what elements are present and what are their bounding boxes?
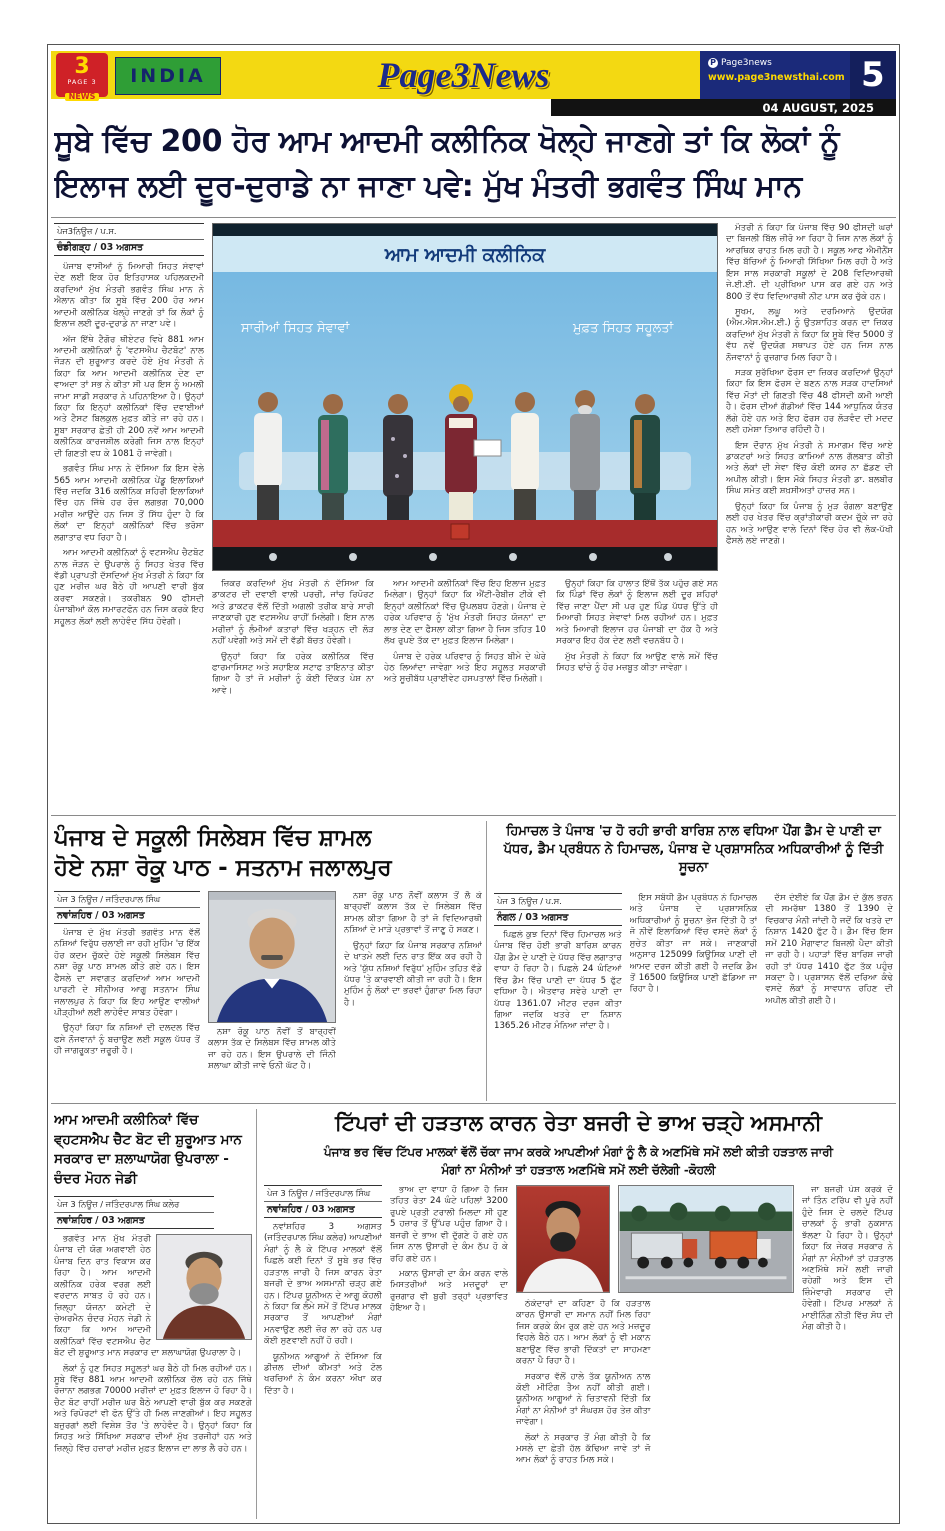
website-url: www.page3newsthai.com — [708, 72, 845, 83]
tipper-body-col2 — [390, 1185, 508, 1519]
tipper-body-col5 — [802, 1185, 893, 1519]
paragraph: ਪਿਛਲੇ ਕੁਝ ਦਿਨਾਂ ਵਿੱਚ ਹਿਮਾਚਲ ਅਤੇ ਪੰਜਾਬ ਵਿੱਚ ਹੋਈ ਭਾਰੀ ਬਾਰਿਸ਼ ਕਾਰਨ ਪੌਂਗ ਡੈਮ ਦੇ ਪਾਣੀ ਦੇ ਪੱਧਰ ਵਿੱਚ ਲਗਾਤਾਰ ਵਾਧਾ ਹੋ ਰਿਹਾ ਹੈ। ਪਿਛਲੇ 24 ਘੰਟਿਆਂ ਵਿੱਚ ਡੈਮ ਵਿੱਚ ਪਾਣੀ ਦਾ ਪੱਧਰ 5 ਫੁੱਟ ਵਧਿਆ ਹੈ। ਐਤਵਾਰ ਸਵੇਰੇ ਪਾਣੀ ਦਾ ਪੱਧਰ 1361.07 ਮੀਟਰ ਦਰਜ ਕੀਤਾ ਗਿਆ ਜਦਕਿ ਖਤਰੇ ਦਾ ਨਿਸ਼ਾਨ 1365.26 ਮੀਟਰ ਮੰਨਿਆ ਜਾਂਦਾ ਹੈ। — [494, 930, 622, 1032]
paragraph: ਨਵਾਂਸ਼ਹਿਰ 3 ਅਗਸਤ (ਜਤਿੰਦਰਪਾਲ ਸਿੰਘ ਕਲੇਰ) ਆਪਣੀਆਂ ਮੰਗਾਂ ਨੂੰ ਲੈ ਕੇ ਟਿੱਪਰ ਮਾਲਕਾਂ ਵੱਲੋਂ ਪਿਛਲੇ ਕਈ ਦਿਨਾਂ ਤੋਂ ਸੂਬੇ ਭਰ ਵਿੱਚ ਹੜਤਾਲ ਜਾਰੀ ਹੈ ਜਿਸ ਕਾਰਨ ਰੇਤਾ ਬਜਰੀ ਦੇ ਭਾਅ ਅਸਮਾਨੀ ਚੜ੍ਹ ਗਏ ਹਨ। ਟਿੱਪਰ ਯੂਨੀਅਨ ਦੇ ਆਗੂ ਕੋਹਲੀ ਨੇ ਕਿਹਾ ਕਿ ਲੰਮੇ ਸਮੇਂ ਤੋਂ ਟਿੱਪਰ ਮਾਲਕ ਸਰਕਾਰ ਤੋਂ ਆਪਣੀਆਂ ਮੰਗਾਂ ਮਨਵਾਉਣ ਲਈ ਜ਼ੋਰ ਲਾ ਰਹੇ ਹਨ ਪਰ ਕੋਈ ਸੁਣਵਾਈ ਨਹੀਂ ਹੋ ਰਹੀ। — [264, 1222, 382, 1347]
dam-col2 — [630, 893, 758, 1101]
lead-byline — [54, 223, 204, 256]
whatsapp-headline: ਆਮ ਆਦਮੀ ਕਲੀਨਿਕਾਂ ਵਿੱਚ ਵ੍ਹਟਸਐਪ ਚੈਟ ਬੋਟ ਦੀ ਸ਼ੁਰੂਆਤ ਮਾਨ ਸਰਕਾਰ ਦਾ ਸ਼ਲਾਘਾਯੋਗ ਉਪਰਾਲਾ - ਚੰਦਰ ਮੋਹਨ ਜੇਡੀ — [54, 1112, 242, 1187]
paragraph: ਉਨ੍ਹਾਂ ਕਿਹਾ ਕਿ ਹਰੇਕ ਕਲੀਨਿਕ ਵਿੱਚ ਫਾਰਮਾਸਿਸਟ ਅਤੇ ਸਹਾਇਕ ਸਟਾਫ ਤਾਇਨਾਤ ਕੀਤਾ ਗਿਆ ਹੈ ਤਾਂ ਜੋ ਮਰੀਜ਼ਾਂ ਨੂੰ ਕੋਈ ਦਿੱਕਤ ਪੇਸ਼ ਨਾ ਆਵੇ। — [212, 651, 374, 696]
school-body-col2 — [208, 1027, 336, 1097]
kohli-portrait — [516, 1185, 610, 1293]
byline-place-date: ਨਵਾਂਸ਼ਹਿਰ / 03 ਅਗਸਤ — [57, 1215, 145, 1226]
paragraph: ਸਰਕਾਰ ਵੱਲੋਂ ਹਾਲੇ ਤੱਕ ਯੂਨੀਅਨ ਨਾਲ ਕੋਈ ਮੀਟਿੰਗ ਤੈਅ ਨਹੀਂ ਕੀਤੀ ਗਈ। ਯੂਨੀਅਨ ਆਗੂਆਂ ਨੇ ਚਿਤਾਵਨੀ ਦਿੱਤੀ ਕਿ ਮੰਗਾਂ ਨਾ ਮੰਨੀਆਂ ਤਾਂ ਸੰਘਰਸ਼ ਹੋਰ ਤੇਜ਼ ਕੀਤਾ ਜਾਵੇਗਾ। — [516, 1371, 651, 1428]
newspaper-title: Page3News — [377, 55, 550, 95]
byline-agency: ਪੇਜ3ਨਿਊਜ਼ / ਪ.ਸ. — [54, 224, 204, 240]
photo-backdrop-text-left: ਸਾਰੀਆਂ ਸਿਹਤ ਸੇਵਾਵਾਂ — [241, 321, 350, 336]
paragraph: ਦੱਸ ਦੇਈਏ ਕਿ ਪੌਂਗ ਡੈਮ ਦੇ ਕੁੱਲ ਭਰਨ ਦੀ ਸਮਰੱਥਾ 1380 ਤੋਂ 1390 ਦੇ ਵਿਚਕਾਰ ਮੰਨੀ ਜਾਂਦੀ ਹੈ ਜਦੋਂ ਕਿ ਖਤਰੇ ਦਾ ਨਿਸ਼ਾਨ 1420 ਫੁੱਟ ਹੈ। ਡੈਮ ਵਿੱਚ ਇਸ ਸਮੇਂ 210 ਮੈਗਾਵਾਟ ਬਿਜਲੀ ਪੈਦਾ ਕੀਤੀ ਜਾ ਰਹੀ ਹੈ। ਪਹਾੜਾਂ ਵਿੱਚ ਬਾਰਿਸ਼ ਜਾਰੀ ਰਹੀ ਤਾਂ ਪੱਧਰ 1410 ਫੁੱਟ ਤੱਕ ਪਹੁੰਚ ਸਕਦਾ ਹੈ। ਪ੍ਰਸ਼ਾਸਨ ਵੱਲੋਂ ਦਰਿਆ ਕੰਢੇ ਵਸਦੇ ਲੋਕਾਂ ਨੂੰ ਸਾਵਧਾਨ ਰਹਿਣ ਦੀ ਅਪੀਲ ਕੀਤੀ ਗਈ ਹੈ। — [765, 893, 894, 1006]
page3-logo — [56, 53, 108, 101]
school-col2 — [208, 891, 336, 1101]
school-body-col1 — [54, 928, 200, 1096]
school-col3 — [344, 891, 482, 1101]
lead-mid-col2 — [384, 579, 546, 811]
byline-place-date: ਨੰਗਲ / 03 ਅਗਸਤ — [497, 912, 569, 923]
dam-col3 — [765, 893, 893, 1101]
dam-article-columns — [494, 893, 893, 1101]
byline-agency: ਪੇਜ 3 ਨਿਊਜ਼ / ਜਤਿੰਦਰਪਾਲ ਸਿੰਘ — [54, 892, 200, 908]
page-number: 5 — [850, 51, 896, 99]
paragraph: ਆਮ ਆਦਮੀ ਕਲੀਨਿਕਾਂ ਵਿੱਚ ਇਹ ਇਲਾਜ ਮੁਫ਼ਤ ਮਿਲੇਗਾ। ਉਨ੍ਹਾਂ ਕਿਹਾ ਕਿ ਐਂਟੀ-ਰੈਬੀਜ਼ ਟੀਕੇ ਵੀ ਇਨ੍ਹਾਂ ਕਲੀਨਿਕਾਂ ਵਿੱਚ ਉਪਲਬਧ ਹੋਣਗੇ। ਪੰਜਾਬ ਦੇ ਹਰੇਕ ਪਰਿਵਾਰ ਨੂੰ 'ਮੁੱਖ ਮੰਤਰੀ ਸਿਹਤ ਯੋਜਨਾ' ਦਾ ਲਾਭ ਦੇਣ ਦਾ ਫੈਸਲਾ ਕੀਤਾ ਗਿਆ ਹੈ ਜਿਸ ਤਹਿਤ 10 ਲੱਖ ਰੁਪਏ ਤੱਕ ਦਾ ਮੁਫ਼ਤ ਇਲਾਜ ਮਿਲੇਗਾ। — [384, 579, 546, 647]
masthead-right-panel — [700, 51, 896, 99]
byline-agency: ਪੇਜ 3 ਨਿਊਜ਼ / ਜਤਿੰਦਰਪਾਲ ਸਿੰਘ — [264, 1186, 382, 1202]
chander-mohan-portrait — [156, 1234, 252, 1340]
paragraph: ਉਨ੍ਹਾਂ ਕਿਹਾ ਕਿ ਪੰਜਾਬ ਸਰਕਾਰ ਨਸ਼ਿਆਂ ਦੇ ਖਾਤਮੇ ਲਈ ਦਿਨ ਰਾਤ ਇੱਕ ਕਰ ਰਹੀ ਹੈ ਅਤੇ 'ਯੁੱਧ ਨਸ਼ਿਆਂ ਵਿਰੁੱਧ' ਮੁਹਿੰਮ ਤਹਿਤ ਵੱਡੇ ਪੱਧਰ 'ਤੇ ਕਾਰਵਾਈ ਕੀਤੀ ਜਾ ਰਹੀ ਹੈ। ਇਸ ਮੁਹਿੰਮ ਨੂੰ ਲੋਕਾਂ ਦਾ ਭਰਵਾਂ ਹੁੰਗਾਰਾ ਮਿਲ ਰਿਹਾ ਹੈ। — [344, 940, 482, 1008]
dam-byline — [494, 893, 622, 926]
paragraph: ਨਸ਼ਾ ਰੋਕੂ ਪਾਠ ਨੌਵੀਂ ਕਲਾਸ ਤੋਂ ਲੈ ਕੇ ਬਾਰ੍ਹਵੀਂ ਕਲਾਸ ਤੱਕ ਦੇ ਸਿਲੇਬਸ ਵਿੱਚ ਸ਼ਾਮਲ ਕੀਤਾ ਗਿਆ ਹੈ ਤਾਂ ਜੋ ਵਿਦਿਆਰਥੀ ਨਸ਼ਿਆਂ ਦੇ ਮਾੜੇ ਪ੍ਰਭਾਵਾਂ ਤੋਂ ਜਾਣੂ ਹੋ ਸਕਣ। — [344, 891, 482, 936]
trucks-photo — [618, 1185, 794, 1293]
headline-divider — [51, 217, 896, 218]
lead-headline-line2: ਇਲਾਜ ਲਈ ਦੂਰ-ਦੁਰਾਡੇ ਨਾ ਜਾਣਾ ਪਵੇ: ਮੁੱਖ ਮੰਤਰੀ ਭਗਵੰਤ ਸਿੰਘ ਮਾਨ — [54, 169, 802, 204]
whatsapp-byline — [54, 1196, 214, 1229]
tipper-byline — [264, 1185, 382, 1218]
paragraph: ਮੁੱਖ ਮੰਤਰੀ ਨੇ ਕਿਹਾ ਕਿ ਆਉਣ ਵਾਲੇ ਸਮੇਂ ਵਿੱਚ ਸਿਹਤ ਢਾਂਚੇ ਨੂੰ ਹੋਰ ਮਜ਼ਬੂਤ ਕੀਤਾ ਜਾਵੇਗਾ। — [556, 651, 718, 673]
lead-headline-line1: ਸੂਬੇ ਵਿੱਚ 200 ਹੋਰ ਆਮ ਆਦਮੀ ਕਲੀਨਿਕ ਖੋਲ੍ਹੇ ਜਾਣਗੇ ਤਾਂ ਕਿ ਲੋਕਾਂ ਨੂੰ — [54, 124, 840, 159]
byline-place-date: ਚੰਡੀਗੜ੍ਹ / 03 ਅਗਸਤ — [57, 242, 144, 253]
social-handle-text: Page3news — [721, 58, 772, 68]
section-divider — [51, 1103, 896, 1104]
school-headline-line1: ਪੰਜਾਬ ਦੇ ਸਕੂਲੀ ਸਿਲੇਬਸ ਵਿੱਚ ਸ਼ਾਮਲ — [54, 825, 372, 851]
dam-body-col3 — [765, 893, 893, 1101]
paragraph: ਉਨ੍ਹਾਂ ਕਿਹਾ ਕਿ ਨਸ਼ਿਆਂ ਦੀ ਦਲਦਲ ਵਿੱਚ ਫਸੇ ਨੌਜਵਾਨਾਂ ਨੂੰ ਬਚਾਉਣ ਲਈ ਸਕੂਲ ਪੱਧਰ ਤੋਂ ਹੀ ਜਾਗਰੂਕਤਾ ਜ਼ਰੂਰੀ ਹੈ। — [54, 1023, 200, 1057]
paragraph: ਜ਼ਿਕਰ ਕਰਦਿਆਂ ਮੁੱਖ ਮੰਤਰੀ ਨੇ ਦੱਸਿਆ ਕਿ ਡਾਕਟਰ ਦੀ ਦਵਾਈ ਵਾਲੀ ਪਰਚੀ, ਜਾਂਚ ਰਿਪੋਰਟ ਅਤੇ ਡਾਕਟਰ ਵੱਲੋਂ ਦਿੱਤੀ ਅਗਲੀ ਤਰੀਕ ਬਾਰੇ ਸਾਰੀ ਜਾਣਕਾਰੀ ਹੁਣ ਵਟਸਐਪ ਰਾਹੀਂ ਮਿਲੇਗੀ। ਇਸ ਨਾਲ ਮਰੀਜ਼ਾਂ ਨੂੰ ਲੰਮੀਆਂ ਕਤਾਰਾਂ ਵਿੱਚ ਖੜ੍ਹਨ ਦੀ ਲੋੜ ਨਹੀਂ ਪਵੇਗੀ ਅਤੇ ਸਮੇਂ ਦੀ ਵੱਡੀ ਬੱਚਤ ਹੋਵੇਗੀ। — [212, 579, 374, 647]
paragraph: ਇਸ ਦੌਰਾਨ ਮੁੱਖ ਮੰਤਰੀ ਨੇ ਸਮਾਗਮ ਵਿੱਚ ਆਏ ਡਾਕਟਰਾਂ ਅਤੇ ਸਿਹਤ ਕਾਮਿਆਂ ਨਾਲ ਗੱਲਬਾਤ ਕੀਤੀ ਅਤੇ ਲੋਕਾਂ ਦੀ ਸੇਵਾ ਵਿੱਚ ਕੋਈ ਕਸਰ ਨਾ ਛੱਡਣ ਦੀ ਅਪੀਲ ਕੀਤੀ। ਇਸ ਮੌਕੇ ਸਿਹਤ ਮੰਤਰੀ ਡਾ. ਬਲਬੀਰ ਸਿੰਘ ਸਮੇਤ ਕਈ ਸ਼ਖ਼ਸੀਅਤਾਂ ਹਾਜ਼ਰ ਸਨ। — [726, 440, 893, 497]
dam-body-col2 — [630, 893, 758, 1101]
tipper-trucks-photo — [618, 1185, 794, 1293]
paragraph: ਨਸ਼ਾ ਰੋਕੂ ਪਾਠ ਨੌਵੀਂ ਤੋਂ ਬਾਰ੍ਹਵੀਂ ਕਲਾਸ ਤੱਕ ਦੇ ਸਿਲੇਬਸ ਵਿੱਚ ਸ਼ਾਮਲ ਕੀਤੇ ਜਾ ਰਹੇ ਹਨ। ਇਸ ਉਪਰਾਲੇ ਦੀ ਜਿੰਨੀ ਸ਼ਲਾਘਾ ਕੀਤੀ ਜਾਵੇ ਓਨੀ ਘੱਟ ਹੈ। — [208, 1027, 336, 1072]
tipper-subhead-line1: ਪੰਜਾਬ ਭਰ ਵਿੱਚ ਟਿੱਪਰ ਮਾਲਕਾਂ ਵੱਲੋਂ ਚੱਕਾ ਜਾਮ ਕਰਕੇ ਆਪਣੀਆਂ ਮੰਗਾਂ ਨੂੰ ਲੈ ਕੇ ਅਣਮਿੱਥੇ ਸਮੇਂ ਲਈ ਕੀਤੀ ਹੜਤਾਲ ਜਾਰੀ — [324, 1145, 833, 1159]
paragraph: ਭਾਅ ਦਾ ਵਾਧਾ ਹੋ ਗਿਆ ਹੈ ਜਿਸ ਤਹਿਤ ਰੇਤਾ 24 ਘੰਟੇ ਪਹਿਲਾਂ 3200 ਰੁਪਏ ਪ੍ਰਤੀ ਟਰਾਲੀ ਮਿਲਦਾ ਸੀ ਹੁਣ 5 ਹਜ਼ਾਰ ਤੋਂ ਉੱਪਰ ਪਹੁੰਚ ਗਿਆ ਹੈ। ਬਜਰੀ ਦੇ ਭਾਅ ਵੀ ਦੁੱਗਣੇ ਹੋ ਗਏ ਹਨ ਜਿਸ ਨਾਲ ਉਸਾਰੀ ਦੇ ਕੰਮ ਠੱਪ ਹੋ ਕੇ ਰਹਿ ਗਏ ਹਨ। — [390, 1185, 508, 1264]
lead-body-left — [54, 262, 204, 806]
byline-agency: ਪੇਜ 3 ਨਿਊਜ਼ / ਪ.ਸ. — [494, 894, 622, 910]
logo-label: PAGE 3 — [67, 78, 97, 86]
lead-mid-col3 — [556, 579, 718, 811]
paragraph: ਲੋਕਾਂ ਨੂੰ ਹੁਣ ਸਿਹਤ ਸਹੂਲਤਾਂ ਘਰ ਬੈਠੇ ਹੀ ਮਿਲ ਰਹੀਆਂ ਹਨ। ਸੂਬੇ ਵਿੱਚ 881 ਆਮ ਆਦਮੀ ਕਲੀਨਿਕ ਚੱਲ ਰਹੇ ਹਨ ਜਿੱਥੇ ਰੋਜ਼ਾਨਾ ਲਗਭਗ 70000 ਮਰੀਜ਼ਾਂ ਦਾ ਮੁਫ਼ਤ ਇਲਾਜ ਹੋ ਰਿਹਾ ਹੈ। ਚੈਟ ਬੋਟ ਰਾਹੀਂ ਮਰੀਜ਼ ਘਰ ਬੈਠੇ ਆਪਣੀ ਵਾਰੀ ਬੁੱਕ ਕਰ ਸਕਣਗੇ ਅਤੇ ਰਿਪੋਰਟਾਂ ਵੀ ਫੋਨ ਉੱਤੇ ਹੀ ਮਿਲ ਜਾਣਗੀਆਂ। ਇਹ ਸਹੂਲਤ ਬਜ਼ੁਰਗਾਂ ਲਈ ਵਿਸ਼ੇਸ਼ ਤੌਰ 'ਤੇ ਲਾਹੇਵੰਦ ਹੈ। ਉਨ੍ਹਾਂ ਕਿਹਾ ਕਿ ਸਿਹਤ ਅਤੇ ਸਿੱਖਿਆ ਸਰਕਾਰ ਦੀਆਂ ਮੁੱਖ ਤਰਜੀਹਾਂ ਹਨ ਅਤੇ ਜ਼ਿਲ੍ਹੇ ਵਿੱਚ ਹਜ਼ਾਰਾਂ ਮਰੀਜ਼ ਮੁਫ਼ਤ ਇਲਾਜ ਦਾ ਲਾਭ ਲੈ ਰਹੇ ਹਨ। — [54, 1363, 252, 1454]
column-divider — [486, 821, 487, 1101]
column-divider — [256, 1109, 257, 1519]
tipper-subhead-line2: ਮੰਗਾਂ ਨਾ ਮੰਨੀਆਂ ਤਾਂ ਹੜਤਾਲ ਅਣਮਿੱਥੇ ਸਮੇਂ ਲਈ ਚੱਲੇਗੀ -ਕੋਹਲੀ — [441, 1163, 716, 1178]
dam-headline-line1: ਹਿਮਾਚਲ ਤੇ ਪੰਜਾਬ 'ਚ ਹੋ ਰਹੀ ਭਾਰੀ ਬਾਰਿਸ਼ ਨਾਲ ਵਧਿਆ ਪੌਂਗ ਡੈਮ ਦੇ ਪਾਣੀ ਦਾ ਪੱਧਰ, — [503, 824, 881, 858]
lead-mid-col1 — [212, 579, 374, 811]
lead-left-column — [54, 223, 204, 811]
lead-right-column — [726, 223, 893, 811]
school-col1 — [54, 891, 200, 1101]
paragraph: ਮੰਤਰੀ ਨੇ ਕਿਹਾ ਕਿ ਪੰਜਾਬ ਵਿੱਚ 90 ਫੀਸਦੀ ਘਰਾਂ ਦਾ ਬਿਜਲੀ ਬਿੱਲ ਜ਼ੀਰੋ ਆ ਰਿਹਾ ਹੈ ਜਿਸ ਨਾਲ ਲੋਕਾਂ ਨੂੰ ਆਰਥਿਕ ਰਾਹਤ ਮਿਲ ਰਹੀ ਹੈ। ਸਕੂਲ ਆਫ ਐਮੀਨੈਂਸ ਵਿੱਚ ਬੱਚਿਆਂ ਨੂੰ ਮਿਆਰੀ ਸਿੱਖਿਆ ਮਿਲ ਰਹੀ ਹੈ ਅਤੇ ਇਸ ਸਾਲ ਸਰਕਾਰੀ ਸਕੂਲਾਂ ਦੇ 208 ਵਿਦਿਆਰਥੀ ਜੇ.ਈ.ਈ. ਦੀ ਪ੍ਰੀਖਿਆ ਪਾਸ ਕਰ ਗਏ ਹਨ ਅਤੇ 800 ਤੋਂ ਵੱਧ ਵਿਦਿਆਰਥੀ ਨੀਟ ਪਾਸ ਕਰ ਚੁੱਕੇ ਹਨ। — [726, 223, 893, 302]
section-divider — [51, 815, 896, 816]
paragraph: ਜਾ ਬਜਰੀ ਪੇਸ਼ ਕਰਕੇ ਦੋ ਜਾਂ ਤਿੰਨ ਟਰਿੱਪ ਵੀ ਪੂਰੇ ਨਹੀਂ ਹੁੰਦੇ ਜਿਸ ਦੇ ਚਲਦੇ ਟਿੱਪਰ ਚਾਲਕਾਂ ਨੂੰ ਭਾਰੀ ਨੁਕਸਾਨ ਝੱਲਣਾ ਪੈ ਰਿਹਾ ਹੈ। ਉਨ੍ਹਾਂ ਕਿਹਾ ਕਿ ਜੇਕਰ ਸਰਕਾਰ ਨੇ ਮੰਗਾਂ ਨਾ ਮੰਨੀਆਂ ਤਾਂ ਹੜਤਾਲ ਅਣਮਿੱਥੇ ਸਮੇਂ ਲਈ ਜਾਰੀ ਰਹੇਗੀ ਅਤੇ ਇਸ ਦੀ ਜ਼ਿੰਮੇਵਾਰੀ ਸਰਕਾਰ ਦੀ ਹੋਵੇਗੀ। ਟਿੱਪਰ ਮਾਲਕਾਂ ਨੇ ਮਾਈਨਿੰਗ ਨੀਤੀ ਵਿੱਚ ਸੋਧ ਦੀ ਮੰਗ ਕੀਤੀ ਹੈ। — [802, 1185, 893, 1333]
paragraph: ਪੰਜਾਬ ਦੇ ਮੁੱਖ ਮੰਤਰੀ ਭਗਵੰਤ ਮਾਨ ਵੱਲੋਂ ਨਸ਼ਿਆਂ ਵਿਰੁੱਧ ਚਲਾਈ ਜਾ ਰਹੀ ਮੁਹਿੰਮ 'ਚ ਇੱਕ ਹੋਰ ਕਦਮ ਚੁੱਕਦੇ ਹੋਏ ਸਕੂਲੀ ਸਿਲੇਬਸ ਵਿੱਚ ਨਸ਼ਾ ਰੋਕੂ ਪਾਠ ਸ਼ਾਮਲ ਕੀਤੇ ਗਏ ਹਨ। ਇਸ ਫੈਸਲੇ ਦਾ ਸਵਾਗਤ ਕਰਦਿਆਂ ਆਮ ਆਦਮੀ ਪਾਰਟੀ ਦੇ ਸੀਨੀਅਰ ਆਗੂ ਸਤਨਾਮ ਸਿੰਘ ਜਲਾਲਪੁਰ ਨੇ ਕਿਹਾ ਕਿ ਇਹ ਆਉਣ ਵਾਲੀਆਂ ਪੀੜ੍ਹੀਆਂ ਲਈ ਲਾਹੇਵੰਦ ਸਾਬਤ ਹੋਵੇਗਾ। — [54, 928, 200, 1018]
whatsapp-article — [54, 1111, 252, 1519]
dam-article-headline — [494, 823, 893, 887]
paragraph: ਭਗਵੰਤ ਮਾਨ ਮੁੱਖ ਮੰਤਰੀ ਪੰਜਾਬ ਦੀ ਯੋਗ ਅਗਵਾਈ ਹੇਠ ਪੰਜਾਬ ਦਿਨ ਰਾਤ ਵਿਕਾਸ ਕਰ ਰਿਹਾ ਹੈ। ਆਮ ਆਦਮੀ ਕਲੀਨਿਕ ਹਰੇਕ ਵਰਗ ਲਈ ਵਰਦਾਨ ਸਾਬਤ ਹੋ ਰਹੇ ਹਨ। ਜ਼ਿਲ੍ਹਾ ਯੋਜਨਾ ਕਮੇਟੀ ਦੇ ਚੇਅਰਮੈਨ ਚੰਦਰ ਮੋਹਨ ਜੇਡੀ ਨੇ ਕਿਹਾ ਕਿ ਆਮ ਆਦਮੀ ਕਲੀਨਿਕਾਂ ਵਿੱਚ ਵਟਸਐਪ ਚੈਟ ਬੋਟ ਦੀ ਸ਼ੁਰੂਆਤ ਮਾਨ ਸਰਕਾਰ ਦਾ ਸ਼ਲਾਘਾਯੋਗ ਉਪਰਾਲਾ ਹੈ। — [54, 1234, 242, 1359]
tipper-subheadline — [264, 1143, 893, 1181]
byline-agency: ਪੇਜ 3 ਨਿਊਜ਼ / ਜਤਿੰਦਰਪਾਲ ਸਿੰਘ ਕਲੇਰ — [54, 1197, 214, 1213]
tipper-body-under-photos — [516, 1299, 794, 1519]
tipper-col5 — [802, 1185, 893, 1519]
dam-col1 — [494, 893, 622, 1101]
school-body-col3 — [344, 891, 482, 1101]
page3-social-icon: P — [708, 58, 718, 68]
photo-backdrop-text-right: ਮੁਫ਼ਤ ਸਿਹਤ ਸਹੂਲਤਾਂ — [573, 321, 674, 336]
date-bar: 04 AUGUST, 2025 — [551, 99, 896, 116]
tipper-body-col1 — [264, 1222, 382, 1512]
paragraph: ਸੜਕ ਸੁਰੱਖਿਆ ਫੋਰਸ ਦਾ ਜ਼ਿਕਰ ਕਰਦਿਆਂ ਉਨ੍ਹਾਂ ਕਿਹਾ ਕਿ ਇਸ ਫੋਰਸ ਦੇ ਬਣਨ ਨਾਲ ਸੜਕ ਹਾਦਸਿਆਂ ਵਿੱਚ ਮੌਤਾਂ ਦੀ ਗਿਣਤੀ ਵਿੱਚ 48 ਫੀਸਦੀ ਕਮੀ ਆਈ ਹੈ। ਫੋਰਸ ਦੀਆਂ ਗੱਡੀਆਂ ਵਿੱਚ 144 ਆਧੁਨਿਕ ਯੰਤਰ ਲੱਗੇ ਹੋਏ ਹਨ ਅਤੇ ਇਹ ਫੋਰਸ ਹਰ ਲੋੜਵੰਦ ਦੀ ਮਦਦ ਲਈ ਹਮੇਸ਼ਾ ਤਿਆਰ ਰਹਿੰਦੀ ਹੈ। — [726, 368, 893, 436]
paragraph: ਲੋਕਾਂ ਨੇ ਸਰਕਾਰ ਤੋਂ ਮੰਗ ਕੀਤੀ ਹੈ ਕਿ ਮਸਲੇ ਦਾ ਛੇਤੀ ਹੱਲ ਕੱਢਿਆ ਜਾਵੇ ਤਾਂ ਜੋ ਆਮ ਲੋਕਾਂ ਨੂੰ ਰਾਹਤ ਮਿਲ ਸਕੇ। — [516, 1432, 651, 1466]
masthead — [51, 51, 896, 99]
masthead-info — [700, 51, 850, 99]
logo-number: 3 — [74, 54, 90, 79]
school-article-columns — [54, 891, 482, 1101]
lead-mid-columns — [212, 579, 718, 811]
logo-news-label: NEWS — [65, 93, 100, 101]
byline-place-date: ਨਵਾਂਸ਼ਹਿਰ / 03 ਅਗਸਤ — [57, 910, 145, 921]
paragraph: ਉਨ੍ਹਾਂ ਕਿਹਾ ਕਿ ਪੰਜਾਬ ਨੂੰ ਮੁੜ ਰੰਗਲਾ ਬਣਾਉਣ ਲਈ ਹਰ ਖੇਤਰ ਵਿੱਚ ਕ੍ਰਾਂਤੀਕਾਰੀ ਕਦਮ ਚੁ੍ੱਕੇ ਜਾ ਰਹੇ ਹਨ ਅਤੇ ਆਉਣ ਵਾਲੇ ਦਿਨਾਂ ਵਿੱਚ ਹੋਰ ਵੀ ਲੋਕ-ਪੱਖੀ ਫੈਸਲੇ ਲਏ ਜਾਣਗੇ। — [726, 501, 893, 546]
paragraph: ਉਨ੍ਹਾਂ ਕਿਹਾ ਕਿ ਹਾਲਾਤ ਇੱਥੋਂ ਤੱਕ ਪਹੁੰਚ ਗਏ ਸਨ ਕਿ ਪਿੰਡਾਂ ਵਿੱਚ ਲੋਕਾਂ ਨੂੰ ਇਲਾਜ ਲਈ ਦੂਰ ਸ਼ਹਿਰਾਂ ਵਿੱਚ ਜਾਣਾ ਪੈਂਦਾ ਸੀ ਪਰ ਹੁਣ ਪਿੰਡ ਪੱਧਰ ਉੱਤੇ ਹੀ ਮਿਆਰੀ ਸਿਹਤ ਸੇਵਾਵਾਂ ਮਿਲ ਰਹੀਆਂ ਹਨ। ਮੁਫ਼ਤ ਅਤੇ ਮਿਆਰੀ ਇਲਾਜ ਹਰ ਪੰਜਾਬੀ ਦਾ ਹੱਕ ਹੈ ਅਤੇ ਸਰਕਾਰ ਇਹ ਹੱਕ ਦੇਣ ਲਈ ਵਚਨਬੱਧ ਹੈ। — [556, 579, 718, 647]
byline-place-date: ਨਵਾਂਸ਼ਹਿਰ / 03 ਅਗਸਤ — [267, 1204, 355, 1215]
paragraph: ਸੂਖਮ, ਲਘੂ ਅਤੇ ਦਰਮਿਆਨੇ ਉਦਯੋਗ (ਐਮ.ਐਸ.ਐਮ.ਈ.) ਨੂੰ ਉਤਸ਼ਾਹਿਤ ਕਰਨ ਦਾ ਜ਼ਿਕਰ ਕਰਦਿਆਂ ਮੁੱਖ ਮੰਤਰੀ ਨੇ ਕਿਹਾ ਕਿ ਸੂਬੇ ਵਿੱਚ 5000 ਤੋਂ ਵੱਧ ਨਵੇਂ ਉਦਯੋਗ ਸਥਾਪਤ ਹੋਏ ਹਨ ਜਿਸ ਨਾਲ ਨੌਜਵਾਨਾਂ ਨੂੰ ਰੁਜ਼ਗਾਰ ਮਿਲ ਰਿਹਾ ਹੈ। — [726, 306, 893, 363]
tipper-article-columns — [264, 1185, 893, 1519]
lead-headline — [54, 119, 893, 213]
edition-region-badge: INDIA — [115, 57, 221, 95]
paragraph: ਯੂਨੀਅਨ ਆਗੂਆਂ ਨੇ ਦੱਸਿਆ ਕਿ ਡੀਜ਼ਲ ਦੀਆਂ ਕੀਮਤਾਂ ਅਤੇ ਟੋਲ ਖਰਚਿਆਂ ਨੇ ਕੰਮ ਕਰਨਾ ਔਖਾ ਕਰ ਦਿੱਤਾ ਹੈ। — [264, 1351, 382, 1396]
school-headline-line2: ਹੋਏ ਨਸ਼ਾ ਰੋਕੂ ਪਾਠ - ਸਤਨਾਮ ਜਲਾਲਪੁਰ — [54, 855, 392, 882]
social-handle — [708, 58, 845, 68]
paragraph: ਠੇਕੇਦਾਰਾਂ ਦਾ ਕਹਿਣਾ ਹੈ ਕਿ ਹੜਤਾਲ ਕਾਰਨ ਉਸਾਰੀ ਦਾ ਸਮਾਨ ਨਹੀਂ ਮਿਲ ਰਿਹਾ ਜਿਸ ਕਰਕੇ ਕੰਮ ਰੁਕ ਗਏ ਹਨ ਅਤੇ ਮਜ਼ਦੂਰ ਵਿਹਲੇ ਬੈਠੇ ਹਨ। ਆਮ ਲੋਕਾਂ ਨੂੰ ਵੀ ਮਕਾਨ ਬਣਾਉਣ ਵਿੱਚ ਭਾਰੀ ਦਿੱਕਤਾਂ ਦਾ ਸਾਹਮਣਾ ਕਰਨਾ ਪੈ ਰਿਹਾ ਹੈ। — [516, 1299, 651, 1367]
dam-body-col1 — [494, 930, 622, 1096]
whatsapp-body — [54, 1234, 252, 1506]
lead-photo — [212, 223, 718, 571]
paragraph: ਪੰਜਾਬ ਦੇ ਹਰੇਕ ਪਰਿਵਾਰ ਨੂੰ ਸਿਹਤ ਬੀਮੇ ਦੇ ਘੇਰੇ ਹੇਠ ਲਿਆਂਦਾ ਜਾਵੇਗਾ ਅਤੇ ਇਹ ਸਹੂਲਤ ਸਰਕਾਰੀ ਅਤੇ ਸੂਚੀਬੱਧ ਪ੍ਰਾਈਵੇਟ ਹਸਪਤਾਲਾਂ ਵਿੱਚ ਮਿਲੇਗੀ। — [384, 651, 546, 685]
tipper-col2 — [390, 1185, 508, 1519]
tipper-col1 — [264, 1185, 382, 1519]
satnam-jalalpur-portrait — [208, 891, 336, 1023]
paragraph: ਆਮ ਆਦਮੀ ਕਲੀਨਿਕਾਂ ਨੂੰ ਵਟਸਐਪ ਚੈਟਬੋਟ ਨਾਲ ਜੋੜਨ ਦੇ ਉਪਰਾਲੇ ਨੂੰ ਸਿਹਤ ਖੇਤਰ ਵਿੱਚ ਵੱਡੀ ਪ੍ਰਾਪਤੀ ਦੱਸਦਿਆਂ ਮੁੱਖ ਮੰਤਰੀ ਨੇ ਕਿਹਾ ਕਿ ਹੁਣ ਮਰੀਜ਼ ਘਰ ਬੈਠੇ ਹੀ ਆਪਣੀ ਵਾਰੀ ਬੁੱਕ ਕਰਵਾ ਸਕਣਗੇ। ਤਕਰੀਬਨ 90 ਫੀਸਦੀ ਪੰਜਾਬੀਆਂ ਕੋਲ ਸਮਾਰਟਫੋਨ ਹਨ ਜਿਸ ਕਰਕੇ ਇਹ ਸਹੂਲਤ ਲੋਕਾਂ ਲਈ ਲਾਹੇਵੰਦ ਸਿੱਧ ਹੋਵੇਗੀ। — [54, 548, 204, 627]
paragraph: ਭਗਵੰਤ ਸਿੰਘ ਮਾਨ ਨੇ ਦੱਸਿਆ ਕਿ ਇਸ ਵੇਲੇ 565 ਆਮ ਆਦਮੀ ਕਲੀਨਿਕ ਪੇਂਡੂ ਇਲਾਕਿਆਂ ਵਿੱਚ ਜਦਕਿ 316 ਕਲੀਨਿਕ ਸ਼ਹਿਰੀ ਇਲਾਕਿਆਂ ਵਿੱਚ ਹਨ ਜਿੱਥੇ ਹਰ ਰੋਜ਼ ਲਗਭਗ 70,000 ਮਰੀਜ਼ ਆਉਂਦੇ ਹਨ ਜਿਸ ਤੋਂ ਸਿੱਧ ਹੁੰਦਾ ਹੈ ਕਿ ਲੋਕਾਂ ਦਾ ਇਨ੍ਹਾਂ ਕਲੀਨਿਕਾਂ ਵਿੱਚ ਭਰੋਸਾ ਲਗਾਤਾਰ ਵਧ ਰਿਹਾ ਹੈ। — [54, 464, 204, 543]
paragraph: ਇਸ ਸਬੰਧੀ ਡੈਮ ਪ੍ਰਬੰਧਨ ਨੇ ਹਿਮਾਚਲ ਅਤੇ ਪੰਜਾਬ ਦੇ ਪ੍ਰਸ਼ਾਸਨਿਕ ਅਧਿਕਾਰੀਆਂ ਨੂੰ ਸੂਚਨਾ ਭੇਜ ਦਿੱਤੀ ਹੈ ਤਾਂ ਜੋ ਨੀਵੇਂ ਇਲਾਕਿਆਂ ਵਿੱਚ ਵਸਦੇ ਲੋਕਾਂ ਨੂੰ ਸੁਚੇਤ ਕੀਤਾ ਜਾ ਸਕੇ। ਜਾਣਕਾਰੀ ਅਨੁਸਾਰ 125099 ਕਿਊਸਿਕ ਪਾਣੀ ਦੀ ਆਮਦ ਦਰਜ ਕੀਤੀ ਗਈ ਹੈ ਜਦਕਿ ਡੈਮ ਤੋਂ 16500 ਕਿਊਸਿਕ ਪਾਣੀ ਛੱਡਿਆ ਜਾ ਰਿਹਾ ਹੈ। — [629, 893, 758, 995]
school-byline — [54, 891, 200, 924]
paragraph: ਅੱਜ ਇੱਥੇ ਟੈਗੋਰ ਥੀਏਟਰ ਵਿਖੇ 881 ਆਮ ਆਦਮੀ ਕਲੀਨਿਕਾਂ ਨੂੰ 'ਵਟਸਐਪ ਚੈਟਬੋਟ' ਨਾਲ ਜੋੜਨ ਦੀ ਸ਼ੁਰੂਆਤ ਕਰਦੇ ਹੋਏ ਮੁੱਖ ਮੰਤਰੀ ਨੇ ਕਿਹਾ ਕਿ ਆਮ ਆਦਮੀ ਕਲੀਨਿਕ ਦੇਣ ਦਾ ਵਾਅਦਾ ਤਾਂ ਸਭ ਨੇ ਕੀਤਾ ਸੀ ਪਰ ਇਸ ਨੂੰ ਅਮਲੀ ਜਾਮਾ ਸਾਡੀ ਸਰਕਾਰ ਨੇ ਪਹਿਨਾਇਆ ਹੈ। ਉਨ੍ਹਾਂ ਕਿਹਾ ਕਿ ਇਨ੍ਹਾਂ ਕਲੀਨਿਕਾਂ ਵਿੱਚ ਦਵਾਈਆਂ ਅਤੇ ਟੈਸਟ ਬਿਲਕੁਲ ਮੁਫ਼ਤ ਕੀਤੇ ਜਾ ਰਹੇ ਹਨ। ਸੂਬਾ ਸਰਕਾਰ ਛੇਤੀ ਹੀ 200 ਨਵੇਂ ਆਮ ਆਦਮੀ ਕਲੀਨਿਕ ਕਾਰਜਸ਼ੀਲ ਕਰੇਗੀ ਜਿਸ ਨਾਲ ਇਨ੍ਹਾਂ ਦੀ ਗਿਣਤੀ ਵਧ ਕੇ 1081 ਹੋ ਜਾਵੇਗੀ। — [54, 334, 204, 459]
tipper-headline: ਟਿੱਪਰਾਂ ਦੀ ਹੜਤਾਲ ਕਾਰਨ ਰੇਤਾ ਬਜਰੀ ਦੇ ਭਾਅ ਚੜ੍ਹੇ ਅਸਮਾਨੀ — [334, 1111, 822, 1135]
union-leader-photo — [516, 1185, 610, 1293]
lead-body-right — [726, 223, 893, 811]
school-article-headline — [54, 823, 482, 885]
page-frame — [47, 44, 900, 1524]
dam-headline-line2: ਡੈਮ ਪ੍ਰਬੰਧਨ ਨੇ ਹਿਮਾਚਲ, ਪੰਜਾਬ ਦੇ ਪ੍ਰਸ਼ਾਸਨਿਕ ਅਧਿਕਾਰੀਆਂ ਨੂੰ ਦਿੱਤੀ ਸੂਚਨਾ — [537, 842, 884, 876]
paragraph: ਮਕਾਨ ਉਸਾਰੀ ਦਾ ਕੰਮ ਕਰਨ ਵਾਲੇ ਮਿਸਤਰੀਆਂ ਅਤੇ ਮਜ਼ਦੂਰਾਂ ਦਾ ਰੁਜ਼ਗਾਰ ਵੀ ਬੁਰੀ ਤਰ੍ਹਾਂ ਪ੍ਰਭਾਵਿਤ ਹੋਇਆ ਹੈ। — [390, 1268, 508, 1314]
stage-event-photo — [213, 224, 717, 570]
photo-banner-text: ਆਮ ਆਦਮੀ ਕਲੀਨਿਕ — [384, 244, 546, 266]
paragraph: ਪੰਜਾਬ ਵਾਸੀਆਂ ਨੂੰ ਮਿਆਰੀ ਸਿਹਤ ਸੇਵਾਵਾਂ ਦੇਣ ਲਈ ਇਕ ਹੋਰ ਇਤਿਹਾਸਕ ਪਹਿਲਕਦਮੀ ਕਰਦਿਆਂ ਮੁੱਖ ਮੰਤਰੀ ਭਗਵੰਤ ਸਿੰਘ ਮਾਨ ਨੇ ਐਲਾਨ ਕੀਤਾ ਕਿ ਸੂਬੇ ਵਿੱਚ 200 ਹੋਰ ਆਮ ਆਦਮੀ ਕਲੀਨਿਕ ਖੋਲ੍ਹੇ ਜਾਣਗੇ ਤਾਂ ਕਿ ਲੋਕਾਂ ਨੂੰ ਇਲਾਜ ਲਈ ਦੂਰ-ਦੁਰਾਡੇ ਨਾ ਜਾਣਾ ਪਵੇ। — [54, 262, 204, 330]
